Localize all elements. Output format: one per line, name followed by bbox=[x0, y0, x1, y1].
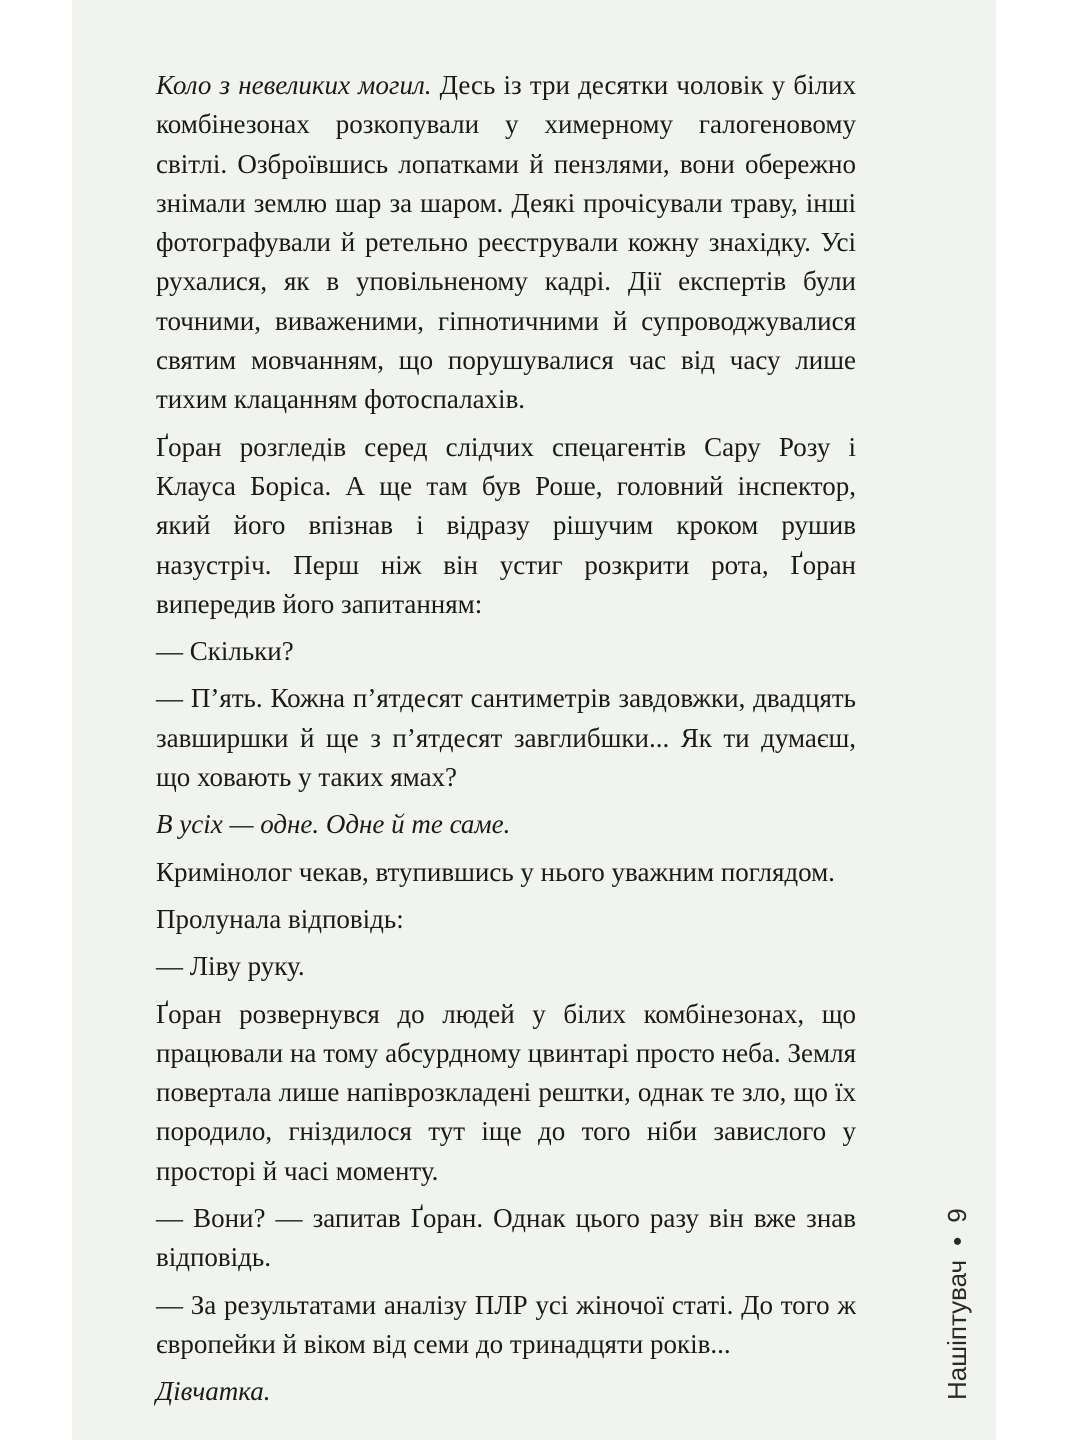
paragraph-12 bbox=[156, 1372, 856, 1411]
paragraph-5 bbox=[156, 805, 856, 844]
italic-lead: В усіх — одне. Одне й те саме. bbox=[156, 809, 511, 840]
paragraph-text: Ґоран розвернувся до людей у білих комбінезонах, що працювали на тому абсурдному цвинтарі просто неба. Земля повертала лише напіврозкладені рештки, однак те зло, що їх породило, гніздилося тут іще до того ніби завислого у просторі й часі моменту. bbox=[156, 998, 856, 1186]
paragraph-9 bbox=[156, 995, 856, 1191]
paragraph-10 bbox=[156, 1199, 856, 1278]
paragraph-1 bbox=[156, 66, 856, 420]
paragraph-text: — Скільки? bbox=[156, 636, 294, 667]
page-footer bbox=[932, 1000, 992, 1400]
footer-rotated bbox=[942, 1000, 982, 1400]
page-number: 9 bbox=[942, 1208, 972, 1223]
paragraph-text: Ґоран розгледів серед слідчих спецагентів Сару Розу і Клауса Боріса. А ще там був Роше, головний інспектор, який його впізнав і відразу рішучим кроком рушив назустріч. Перш ніж він устиг розкрити рота, Ґоран випередив його запитанням: bbox=[156, 431, 856, 619]
paragraph-7 bbox=[156, 900, 856, 939]
italic-lead: Коло з невеликих могил. bbox=[156, 70, 432, 100]
paragraph-2 bbox=[156, 428, 856, 624]
paragraph-text: — За результатами аналізу ПЛР усі жіночої статі. До того ж європейки й віком від семи до тринадцяти років... bbox=[156, 1289, 856, 1359]
running-title: Нашіптувач bbox=[942, 1259, 972, 1400]
italic-lead: Дівчатка. bbox=[156, 1376, 271, 1407]
paragraph-11 bbox=[156, 1286, 856, 1365]
paragraph-6 bbox=[156, 853, 856, 892]
paragraph-8 bbox=[156, 947, 856, 986]
separator-dot: • bbox=[942, 1236, 972, 1246]
body-text bbox=[156, 66, 856, 1420]
paragraph-3 bbox=[156, 632, 856, 671]
book-page bbox=[72, 0, 996, 1440]
paragraph-text: — Ліву руку. bbox=[156, 951, 305, 982]
paragraph-text: Кримінолог чекав, втупившись у нього уважним поглядом. bbox=[156, 856, 835, 887]
paragraph-text: — Вони? — запитав Ґоран. Однак цього разу він вже знав відповідь. bbox=[156, 1203, 856, 1273]
paragraph-4 bbox=[156, 679, 856, 797]
paragraph-text: Пролунала відповідь: bbox=[156, 903, 404, 934]
paragraph-text: — П’ять. Кожна п’ятдесят сантиметрів завдовжки, двадцять завширшки й ще з п’ятдесят завглибшки... Як ти думаєш, що ховають у таких ямах? bbox=[156, 683, 856, 793]
paragraph-text: Десь із три десятки чоловік у білих комбінезонах розкопували у химерному галогеновому світлі. Озброївшись лопатками й пензлями, вони обережно знімали землю шар за шаром. Деякі прочісували траву, інші фотографували й ретельно реєстрували кожну знахідку. Усі рухалися, як в уповільненому кадрі. Дії експертів були точними, виваженими, гіпнотичними й супроводжувалися святим мовчанням, що порушувалися час від часу лише тихим клацанням фотоспалахів. bbox=[156, 70, 856, 415]
